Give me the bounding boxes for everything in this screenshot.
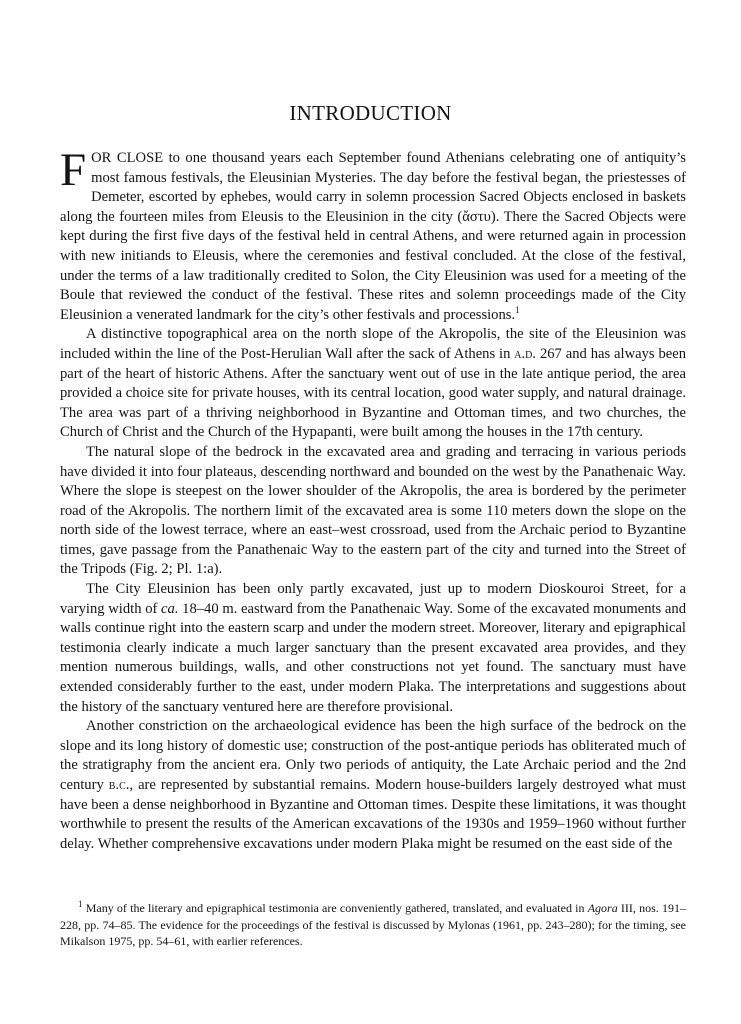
text-run-italic: ca. <box>161 600 179 617</box>
page-title: INTRODUCTION <box>289 101 452 125</box>
text-run: 267 and has always been part of the heart of historic Athens. After the sanctuary went out of use in the late antique period, the area provided a choice site for private houses, with its central location, good water supply, and natural drainage. The area was part of a thriving neighborhood in Byzantine and Ottoman times, and two churches, the Church of Christ and the Church of the Hypapanti, were built among the houses in the 17th century. <box>60 345 687 441</box>
text-run: III, nos. 191–228, pp. 74–85. The evidence for the proceedings of the festival is discussed by Mylonas (1961, pp. 243–280); for the timing, see Mikalson 1975, pp. 54–61, with earlier references. <box>60 901 686 949</box>
footnote-ref[interactable]: 1 <box>515 304 520 315</box>
text-run: OR CLOSE to one thousand years each September found Athenians celebrating one of antiquity’s most famous festivals, the Eleusinian Mysteries. The day before the festival began, the priestesses of Demeter, escorted by ephebes, would carry in solemn procession Sacred Objects enclosed in baskets along the fourteen miles from Eleusis to the Eleusinion in the city (ἄστυ). There the Sacred Objects were kept during the first five days of the festival held in central Athens, and were returned again in procession with new initiands to Eleusis, where the ceremonies and festival concluded. At the close of the festival, under the terms of a law traditionally credited to Solon, the City Eleusinion was used for a meeting of the Boule that reviewed the conduct of the festival. These rites and solemn proceedings made of the City Eleusinion a venerated landmark for the city’s other festivals and processions. <box>60 150 686 323</box>
paragraph <box>60 717 686 854</box>
text-run: Many of the literary and epigraphical testimonia are conveniently gathered, translated, and evaluated in <box>82 901 588 915</box>
text-run: 18–40 m. eastward from the Panathenaic Way. Some of the excavated monuments and walls continue right into the eastern scarp and under the modern street. Moreover, literary and epigraphical testimonia clearly indicate a much larger sanctuary than the present excavated area provides, and they mention numerous buildings, walls, and other constructions not yet found. The sanctuary must have extended considerably further to the east, under modern Plaka. The interpretations and suggestions about the history of the sanctuary ventured here are therefore provisional. <box>60 600 686 715</box>
footnote <box>60 900 686 950</box>
text-run: , are represented by substantial remains. Modern house-builders largely destroyed what must have been a dense neighborhood in Byzantine and Ottoman times. Despite these limitations, it was thought worthwhile to present the results of the American excavations of the 1930s and 1959–1960 without further delay. Whether comprehensive excavations under modern Plaka might be resumed on the east side of the <box>60 777 686 852</box>
text-run: The City Eleusinion has been only partly excavated, just up to modern Dioskouroi Street, for a varying width of <box>60 581 686 617</box>
text-run-small-caps: b.c. <box>108 777 130 793</box>
drop-cap: F <box>60 144 87 196</box>
text-run: The natural slope of the bedrock in the excavated area and grading and terracing in various periods have divided it into four plateaus, descending northward and bounded on the west by the Panathenaic Way. Where the slope is steepest on the lower shoulder of the Akropolis, the area is bordered by the perimeter road of the Akropolis. The northern limit of the excavated area is some 110 meters down the slope on the north side of the lowest terrace, where an east–west crossroad, used from the Archaic period to Byzantine times, gave passage from the Panathenaic Way to the eastern part of the city and turned into the Street of the Tripods (Fig. 2; Pl. 1:a). <box>60 443 686 578</box>
footnote-marker: 1 <box>78 899 83 909</box>
paragraph <box>60 144 686 325</box>
paragraph <box>60 325 686 443</box>
footnotes <box>60 900 686 950</box>
paragraph <box>60 443 686 580</box>
paragraph <box>60 580 686 717</box>
body-text <box>60 144 687 854</box>
text-run: Another constriction on the archaeological evidence has been the high surface of the bedrock on the slope and its long history of domestic use; construction of the post-antique periods has obliterated much of the stratigraphy from the ancient era. Only two periods of antiquity, the Late Archaic period and the 2nd century <box>60 718 686 793</box>
text-run: A distinctive topographical area on the north slope of the Akropolis, the site of the Eleusinion was included within the line of the Post-Herulian Wall after the sack of Athens in <box>60 326 686 362</box>
text-run-small-caps: a.d. <box>514 345 537 362</box>
text-run-italic: Agora <box>587 901 618 915</box>
